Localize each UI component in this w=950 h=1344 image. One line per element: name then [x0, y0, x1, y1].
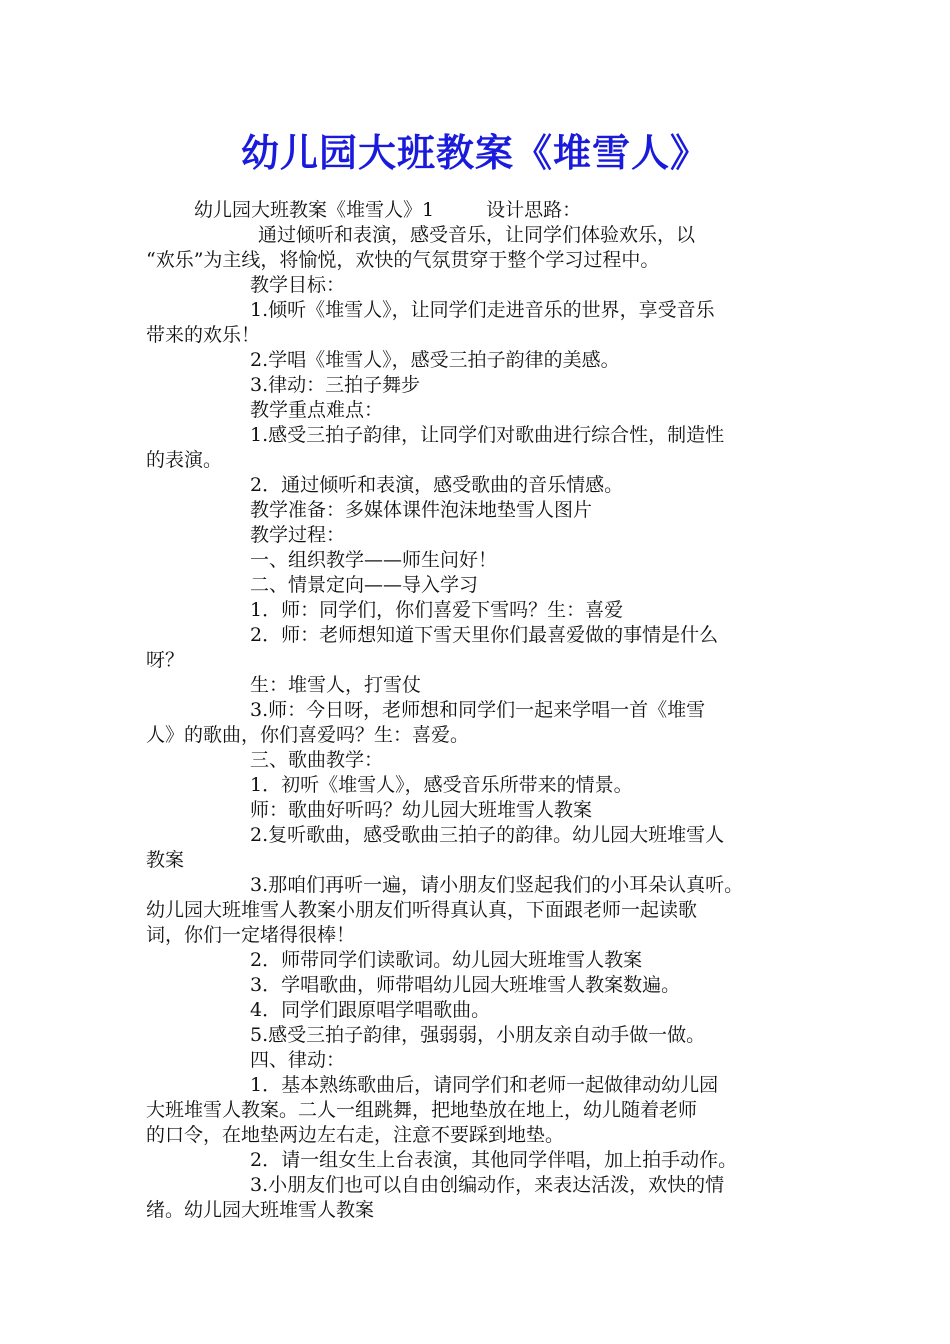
text-line	[146, 1173, 818, 1198]
text-line	[146, 548, 818, 573]
text-line	[146, 623, 818, 648]
text-line	[146, 298, 818, 323]
text-line-content: 1.感受三拍子韵律，让同学们对歌曲进行综合性，制造性	[250, 424, 725, 446]
text-line-content: 人》的歌曲，你们喜爱吗？生：喜爱。	[146, 724, 470, 746]
text-line-content: 四、律动：	[250, 1049, 346, 1071]
text-line	[146, 323, 818, 348]
text-line-content: 一、组织教学——师生问好！	[250, 549, 498, 571]
text-line-content: 带来的欢乐！	[146, 324, 261, 346]
text-line-content: 2.复听歌曲，感受歌曲三拍子的韵律。幼儿园大班堆雪人	[250, 824, 725, 846]
text-line-content: 1．基本熟练歌曲后，请同学们和老师一起做律动幼儿园	[250, 1074, 719, 1096]
text-line-content: 绪。幼儿园大班堆雪人教案	[146, 1199, 375, 1221]
text-line	[146, 1023, 818, 1048]
text-line	[146, 523, 818, 548]
text-line-content: “欢乐”为主线，将愉悦，欢快的气氛贯穿于整个学习过程中。	[146, 249, 660, 271]
text-line	[146, 973, 818, 998]
text-line-content: 大班堆雪人教案。二人一组跳舞，把地垫放在地上，幼儿随着老师	[146, 1099, 698, 1121]
document-title: 幼儿园大班教案《堆雪人》	[240, 130, 709, 175]
text-line	[146, 923, 818, 948]
text-line-content: 教学目标：	[250, 274, 346, 296]
text-line-content: 教学过程：	[250, 524, 346, 546]
text-line-content: 生：堆雪人，打雪仗	[250, 674, 422, 696]
text-line-content: 教学重点难点：	[250, 399, 384, 421]
text-line	[146, 448, 818, 473]
text-line-content: 5.感受三拍子韵律，强弱弱，小朋友亲自动手做一做。	[250, 1024, 706, 1046]
document-body	[146, 198, 818, 1223]
text-line	[146, 848, 818, 873]
text-line	[146, 773, 818, 798]
text-line-content: 师：歌曲好听吗？幼儿园大班堆雪人教案	[250, 799, 593, 821]
text-line-content: 幼儿园大班堆雪人教案小朋友们听得真认真，下面跟老师一起读歌	[146, 899, 698, 921]
text-line	[146, 373, 818, 398]
text-line-content: 4．同学们跟原唱学唱歌曲。	[250, 999, 491, 1021]
text-line-content: 3.小朋友们也可以自由创编动作，来表达活泼，欢快的情	[250, 1174, 725, 1196]
text-line-content: 1.倾听《堆雪人》，让同学们走进音乐的世界，享受音乐	[250, 299, 715, 321]
text-line-content: 2．师带同学们读歌词。幼儿园大班堆雪人教案	[250, 949, 643, 971]
text-line-content: 的口令，在地垫两边左右走，注意不要踩到地垫。	[146, 1124, 565, 1146]
text-line	[146, 823, 818, 848]
text-line-content: 3.师：今日呀，老师想和同学们一起来学唱一首《堆雪	[250, 699, 706, 721]
text-line-content: 三、歌曲教学：	[250, 749, 384, 771]
text-line	[146, 873, 818, 898]
text-line	[146, 473, 818, 498]
text-line-content: 1．师：同学们，你们喜爱下雪吗？生：喜爱	[250, 599, 624, 621]
text-line-content: 教学准备：多媒体课件泡沫地垫雪人图片	[250, 499, 593, 521]
text-line-content: 的表演。	[146, 449, 223, 471]
text-line	[146, 1198, 818, 1223]
text-line-content: 二、情景定向——导入学习	[250, 574, 479, 596]
text-line-content: 通过倾听和表演，感受音乐，让同学们体验欢乐，以	[258, 224, 696, 246]
text-line	[146, 198, 818, 223]
text-line-content: 1．初听《堆雪人》，感受音乐所带来的情景。	[250, 774, 633, 796]
text-line-content: 2.学唱《堆雪人》，感受三拍子韵律的美感。	[250, 349, 620, 371]
text-line-content: 2．通过倾听和表演，感受歌曲的音乐情感。	[250, 474, 624, 496]
text-line	[146, 1098, 818, 1123]
text-line	[146, 748, 818, 773]
text-line-content: 教案	[146, 849, 185, 871]
text-line	[146, 348, 818, 373]
text-line	[146, 798, 818, 823]
text-line	[146, 573, 818, 598]
text-line-extra: 设计思路：	[486, 199, 582, 221]
text-line	[146, 248, 818, 273]
text-line	[146, 1123, 818, 1148]
text-line	[146, 1048, 818, 1073]
text-line	[146, 598, 818, 623]
text-line-content: 3.那咱们再听一遍，请小朋友们竖起我们的小耳朵认真听。	[250, 874, 744, 896]
text-line-content: 2．请一组女生上台表演，其他同学伴唱，加上拍手动作。	[250, 1149, 738, 1171]
text-line	[146, 423, 818, 448]
text-line-content: 词，你们一定堵得很棒！	[146, 924, 356, 946]
text-line	[146, 1148, 818, 1173]
text-line	[146, 223, 818, 248]
text-line-content: 3.律动：三拍子舞步	[250, 374, 421, 396]
text-line	[146, 948, 818, 973]
text-line-content: 2．师：老师想知道下雪天里你们最喜爱做的事情是什么	[250, 624, 719, 646]
text-line-content: 3．学唱歌曲，师带唱幼儿园大班堆雪人教案数遍。	[250, 974, 681, 996]
text-line	[146, 673, 818, 698]
text-line	[146, 398, 818, 423]
text-line	[146, 998, 818, 1023]
text-line	[146, 898, 818, 923]
text-line	[146, 498, 818, 523]
text-line	[146, 723, 818, 748]
text-line-content: 呀？	[146, 649, 185, 671]
text-line	[146, 698, 818, 723]
text-line	[146, 273, 818, 298]
text-line	[146, 648, 818, 673]
text-line-content: 幼儿园大班教案《堆雪人》1	[194, 199, 435, 221]
text-line	[146, 1073, 818, 1098]
